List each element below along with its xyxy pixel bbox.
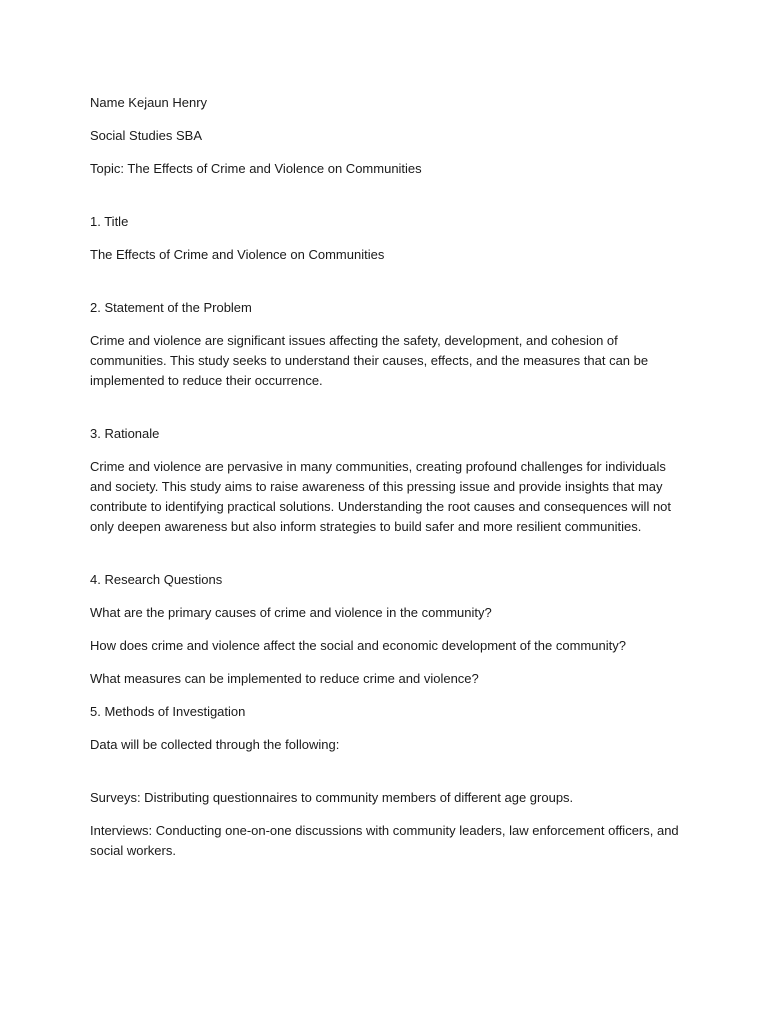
spacer [90,550,690,570]
section-heading-methods: 5. Methods of Investigation [90,704,246,719]
spacer [90,278,690,298]
spacer [90,404,690,424]
research-question-1: What are the primary causes of crime and violence in the community? [90,605,492,620]
spacer [90,192,690,212]
method-item-interviews: Interviews: Conducting one-on-one discussions with community leaders, law enforcement officers, and social workers. [90,823,679,858]
topic-line: Topic: The Effects of Crime and Violence on Communities [90,161,422,176]
document-page [90,93,690,874]
section-heading-rationale: 3. Rationale [90,426,160,441]
spacer [90,768,690,788]
student-name: Name Kejaun Henry [90,95,208,110]
section-heading-problem: 2. Statement of the Problem [90,300,252,315]
research-question-3: What measures can be implemented to reduce crime and violence? [90,671,479,686]
method-item-surveys: Surveys: Distributing questionnaires to community members of different age groups. [90,790,574,805]
methods-intro: Data will be collected through the following: [90,737,340,752]
section-text-title: The Effects of Crime and Violence on Communities [90,247,385,262]
subject-line: Social Studies SBA [90,128,203,143]
section-text-problem: Crime and violence are significant issues affecting the safety, development, and cohesion of communities. This study seeks to understand their causes, effects, and the measures that can be implemented to reduce their occurrence. [90,333,649,388]
section-text-rationale: Crime and violence are pervasive in many communities, creating profound challenges for individuals and society. This study aims to raise awareness of this pressing issue and provide insights that may contribute to identifying practical solutions. Understanding the root causes and consequences will not only deepen awareness but also inform strategies to build safer and more resilient communities. [90,459,672,534]
section-heading-title: 1. Title [90,214,129,229]
research-question-2: How does crime and violence affect the social and economic development of the community? [90,638,626,653]
section-heading-research-questions: 4. Research Questions [90,572,223,587]
